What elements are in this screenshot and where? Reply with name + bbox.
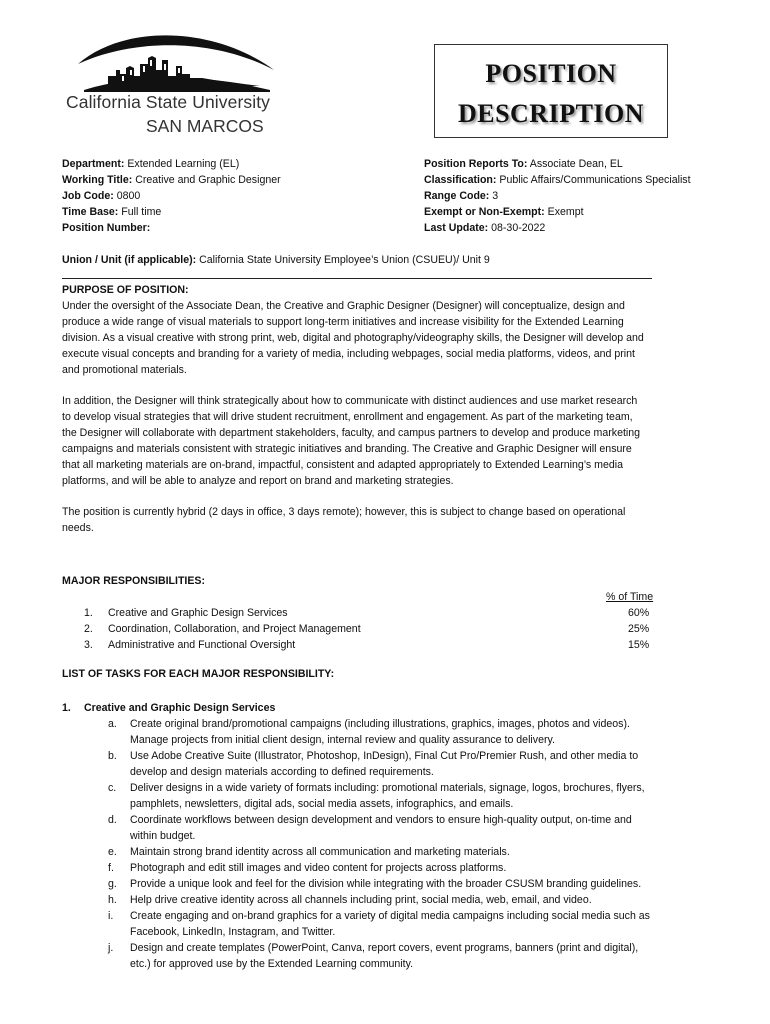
position-number-row: Position Number: — [62, 222, 151, 234]
list-item: c. Deliver designs in a wide variety of formats including: promotional materials, signage, logos, brochures, flyers, pamphlets, newsletters, digital ads, social media assets, infographics, and emails. — [108, 782, 645, 810]
header-info-right — [424, 156, 691, 236]
classification-row: Classification: Public Affairs/Communications Specialist — [424, 174, 691, 186]
list-item: d. Coordinate workflows between design development and vendors to ensure high-quality output, on-time and within budget. — [108, 814, 632, 842]
task-section-title: Creative and Graphic Design Services — [84, 702, 276, 714]
range-code-row: Range Code: 3 — [424, 190, 499, 202]
last-update-row: Last Update: 08-30-2022 — [424, 222, 546, 234]
list-item: j. Design and create templates (PowerPoint, Canva, report covers, event programs, banners (print and digital), etc.) for approved use by the Extended Learning community. — [108, 942, 639, 970]
list-item: f. Photograph and edit still images and video content for projects across platforms. — [108, 862, 507, 874]
major-responsibilities-list — [84, 605, 649, 653]
campus-name: SAN MARCOS — [146, 116, 264, 136]
list-item: g. Provide a unique look and feel for the division while integrating with the broader CSUSM branding guidelines. — [108, 878, 642, 890]
document-title-box — [434, 44, 668, 138]
table-row: 1. Creative and Graphic Design Services 60% — [84, 607, 650, 619]
divider — [62, 278, 652, 279]
task-list — [62, 716, 722, 972]
table-row: 2. Coordination, Collaboration, and Project Management 25% — [84, 623, 650, 635]
university-name: California State University — [66, 92, 271, 112]
union-row: Union / Unit (if applicable): California State University Employee’s Union (CSUEU)/ Unit 9 — [62, 254, 490, 266]
table-row: 3. Administrative and Functional Oversight 15% — [84, 639, 650, 651]
percent-time-header: % of Time — [606, 591, 654, 603]
time-base-row: Time Base: Full time — [62, 206, 162, 218]
list-item: i. Create engaging and on-brand graphics for a variety of digital media campaigns including social media such as Facebook, LinkedIn, Instagram, and Twitter. — [108, 910, 650, 938]
job-code-row: Job Code: 0800 — [62, 190, 141, 202]
list-item: h. Help drive creative identity across all channels including print, social media, web, email, and video. — [108, 894, 592, 906]
purpose-section — [62, 282, 712, 378]
tasks-heading: LIST OF TASKS FOR EACH MAJOR RESPONSIBILITY: — [62, 668, 335, 680]
title-line-2: DESCRIPTION — [457, 99, 645, 128]
working-title-row: Working Title: Creative and Graphic Designer — [62, 174, 281, 186]
title-line-1: POSITION — [485, 59, 617, 88]
task-section-number: 1. — [62, 702, 71, 714]
purpose-paragraph-1: Under the oversight of the Associate Dean, the Creative and Graphic Designer (Designer) will conceptualize, design and produce a wide range of visual materials to support long-term initiatives and increase visibility for the Extended Learning division. As a visual creative with strong print, web, digital and photography/videography skills, the Designer will develop and execute visual concepts and branding for a variety of media, including webpages, social media platforms, videos, and print and promotional materials. — [62, 300, 644, 376]
exempt-row: Exempt or Non-Exempt: Exempt — [424, 206, 584, 218]
skyline-logo-icon — [64, 30, 286, 96]
purpose-heading: PURPOSE OF POSITION: — [62, 284, 189, 296]
list-item: b. Use Adobe Creative Suite (Illustrator, Photoshop, InDesign), Final Cut Pro/Premier Rush, and other media to develop and design materials according to defined requirements. — [108, 750, 639, 778]
list-item: a. Create original brand/promotional campaigns (including illustrations, graphics, images, photos and videos). Manage projects from initial client design, internal review and quality assurance to delivery. — [108, 718, 630, 746]
header-info-left — [62, 156, 281, 236]
department-row: Department: Extended Learning (EL) — [62, 158, 240, 170]
reports-to-row: Position Reports To: Associate Dean, EL — [424, 158, 623, 170]
major-responsibilities-heading: MAJOR RESPONSIBILITIES: — [62, 575, 206, 587]
list-item: e. Maintain strong brand identity across all communication and marketing materials. — [108, 846, 510, 858]
purpose-paragraph-2: In addition, the Designer will think strategically about how to communicate with distinct audiences and use market research to develop visual strategies that will drive student recruitment, enrollment and engagement. As part of the marketing team, the Designer will collaborate with department stakeholders, faculty, and campus partners to develop and produce marketing campaigns and materials consistent with strategic initiatives and branding. The Creative and Graphic Designer will ensure that all marketing materials are on-brand, impactful, consistent and adapted appropriately to Extended Learning’s media platforms, and will be able to analyze and report on brand and marketing strategies. — [62, 395, 641, 487]
university-logo — [64, 30, 286, 138]
purpose-paragraph-3: The position is currently hybrid (2 days in office, 3 days remote); however, this is subject to change based on operational needs. — [62, 506, 626, 534]
